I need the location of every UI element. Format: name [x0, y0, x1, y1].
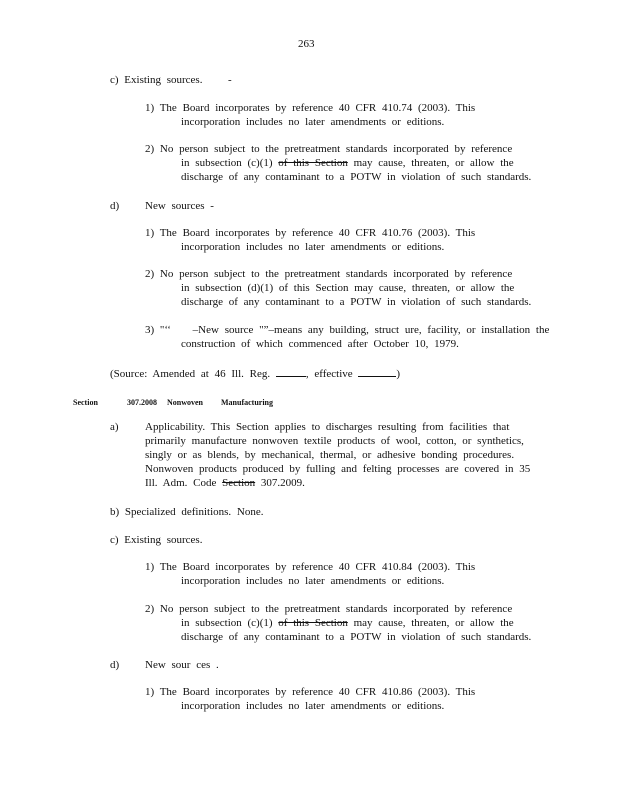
item-d1-2-line-1: 1) The Board incorporates by reference 40 CFR 410.86 (2003). This	[145, 686, 476, 698]
item-c1-2-line-2: incorporation includes no later amendments or editions.	[181, 575, 445, 587]
source-note-effective: , effective	[305, 368, 353, 380]
item-d1-line-1: 1) The Board incorporates by reference 40 CFR 410.76 (2003). This	[145, 227, 476, 239]
item-d3-prefix: 3) "‘‘	[145, 324, 171, 336]
struck-text: of this Section	[278, 157, 348, 169]
applicability-line-5	[145, 476, 305, 490]
blank-effective-field	[358, 366, 396, 377]
item-c2-2-line-1: 2) No person subject to the pretreatment standards incorporated by reference	[145, 603, 513, 615]
specialized-definitions: b) Specialized definitions. None.	[110, 506, 264, 518]
applicability-line-3: singly or as blends, by mechanical, thermal, or adhesive bonding procedures.	[145, 449, 515, 461]
item-d2-line-3: discharge of any contaminant to a POTW in violation of such standards.	[181, 296, 532, 308]
item-d2-line-2: in subsection (d)(1) of this Section may cause, threaten, or allow the	[181, 282, 515, 294]
label-d: d)	[110, 200, 120, 212]
item-c2-2-line-2	[181, 616, 514, 630]
item-c2-2-line-3: discharge of any contaminant to a POTW in violation of such standards.	[181, 631, 532, 643]
struck-text-2: of this Section	[278, 617, 348, 629]
item-c2-line-1: 2) No person subject to the pretreatment standards incorporated by reference	[145, 143, 513, 155]
item-d2-line-1: 2) No person subject to the pretreatment standards incorporated by reference	[145, 268, 513, 280]
item-c2-2-line-2-end: may cause, threaten, or allow the	[353, 617, 514, 629]
item-d3-line-2: construction of which commenced after October 10, 1979.	[181, 338, 459, 350]
heading-new-sources-2: New sour ces .	[145, 659, 219, 671]
item-d1-2-line-2: incorporation includes no later amendments or editions.	[181, 700, 445, 712]
applicability-line-5-text: Ill. Adm. Code	[145, 477, 217, 489]
heading-new-sources: New sources -	[145, 200, 214, 212]
item-c1-line-2: incorporation includes no later amendments or editions.	[181, 116, 445, 128]
item-d1-line-2: incorporation includes no later amendments or editions.	[181, 241, 445, 253]
applicability-line-1: Applicability. This Section applies to discharges resulting from facilities that	[145, 421, 510, 433]
heading-existing-sources-2: c) Existing sources.	[110, 534, 203, 546]
section-label: Section	[73, 398, 98, 407]
page-number: 263	[298, 38, 315, 50]
struck-section-word: Section	[222, 477, 256, 489]
label-a: a)	[110, 421, 119, 433]
heading-existing-sources: c) Existing sources.	[110, 74, 203, 86]
source-note-text: (Source: Amended at 46 Ill. Reg.	[110, 368, 271, 380]
source-note	[110, 366, 400, 381]
item-c1-2-line-1: 1) The Board incorporates by reference 40 CFR 410.84 (2003). This	[145, 561, 476, 573]
section-number: 307.2008	[127, 398, 157, 407]
item-c2-line-2-text: in subsection (c)(1)	[181, 157, 273, 169]
applicability-line-5-end: 307.2009.	[260, 477, 305, 489]
section-title-part-2: Manufacturing	[221, 398, 273, 407]
applicability-line-4: Nonwoven products produced by fulling and felting processes are covered in 35	[145, 463, 531, 475]
blank-reg-field	[276, 366, 306, 377]
label-d-2: d)	[110, 659, 120, 671]
item-c2-line-3: discharge of any contaminant to a POTW in violation of such standards.	[181, 171, 532, 183]
item-c2-2-line-2-text: in subsection (c)(1)	[181, 617, 273, 629]
item-d3-line-1	[145, 323, 549, 337]
item-d3-text: –New source "”–means any building, struct ure, facility, or installation the	[192, 324, 550, 336]
applicability-line-2: primarily manufacture nonwoven textile products of wool, cotton, or synthetics,	[145, 435, 524, 447]
item-c1-line-1: 1) The Board incorporates by reference 40 CFR 410.74 (2003). This	[145, 102, 476, 114]
source-note-close: )	[396, 368, 401, 380]
item-c2-line-2	[181, 156, 514, 170]
heading-dash: -	[228, 74, 232, 86]
section-title-part-1: Nonwoven	[167, 398, 204, 407]
item-c2-line-2-text-end: may cause, threaten, or allow the	[353, 157, 514, 169]
